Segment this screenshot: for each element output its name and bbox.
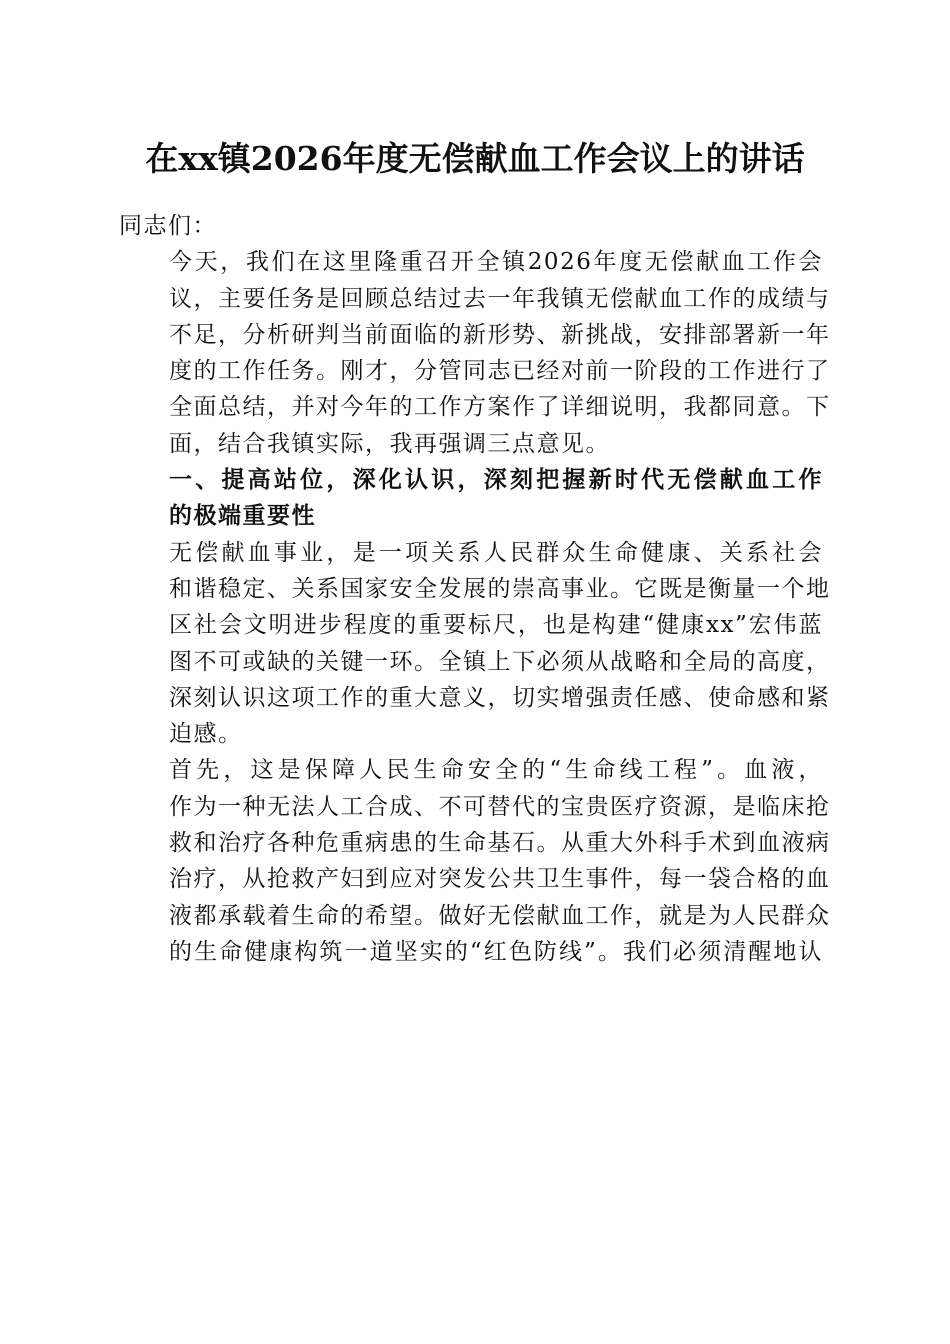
text-line: 液都承载着生命的希望。做好无偿献血工作，就是为人民群众 <box>169 902 831 929</box>
text-line: 深刻认识这项工作的重大意义，切实增强责任感、使命感和紧 <box>169 684 831 711</box>
document-body <box>119 208 831 970</box>
text-line: 和谐稳定、关系国家安全发展的崇高事业。它既是衡量一个地 <box>169 575 831 602</box>
text-line: 的生命健康构筑一道坚实的“红色防线”。我们必须清醒地认 <box>169 938 823 965</box>
heading-line: 的极端重要性 <box>169 503 316 530</box>
text-line: 图不可或缺的关键一环。全镇上下必须从战略和全局的高度， <box>169 648 831 675</box>
paragraph-significance <box>119 535 831 753</box>
text-line: 首先，这是保障人民生命安全的“生命线工程”。血液， <box>169 757 823 784</box>
text-line: 无偿献血事业，是一项关系人民群众生命健康、关系社会 <box>169 539 823 566</box>
paragraph-intro <box>119 244 831 462</box>
text-line: 今天，我们在这里隆重召开全镇2026年度无偿献血工作会 <box>169 249 823 276</box>
section-heading-1 <box>119 462 823 535</box>
heading-line: 一、提高站位，深化认识，深刻把握新时代无偿献血工作 <box>169 467 823 494</box>
text-line: 区社会文明进步程度的重要标尺，也是构建“健康xx”宏伟蓝 <box>169 612 823 639</box>
text-line: 治疗，从抢救产妇到应对突发公共卫生事件，每一袋合格的血 <box>169 866 831 893</box>
text-line: 议，主要任务是回顾总结过去一年我镇无偿献血工作的成绩与 <box>169 285 831 312</box>
text-line: 迫感。 <box>169 721 243 748</box>
text-line: 全面总结，并对今年的工作方案作了详细说明，我都同意。下 <box>169 394 831 421</box>
salutation: 同志们： <box>119 213 217 239</box>
paragraph-lifeline <box>119 752 831 970</box>
text-line: 不足，分析研判当前面临的新形势、新挑战，安排部署新一年 <box>169 321 831 348</box>
page-title: 在xx镇2026年度无偿献血工作会议上的讲话 <box>145 139 805 178</box>
text-line: 作为一种无法人工合成、不可替代的宝贵医疗资源，是临床抢 <box>169 793 831 820</box>
text-line: 度的工作任务。刚才，分管同志已经对前一阶段的工作进行了 <box>169 358 831 385</box>
text-line: 救和治疗各种危重病患的生命基石。从重大外科手术到血液病 <box>169 830 831 857</box>
text-line: 面，结合我镇实际，我再强调三点意见。 <box>169 430 610 457</box>
